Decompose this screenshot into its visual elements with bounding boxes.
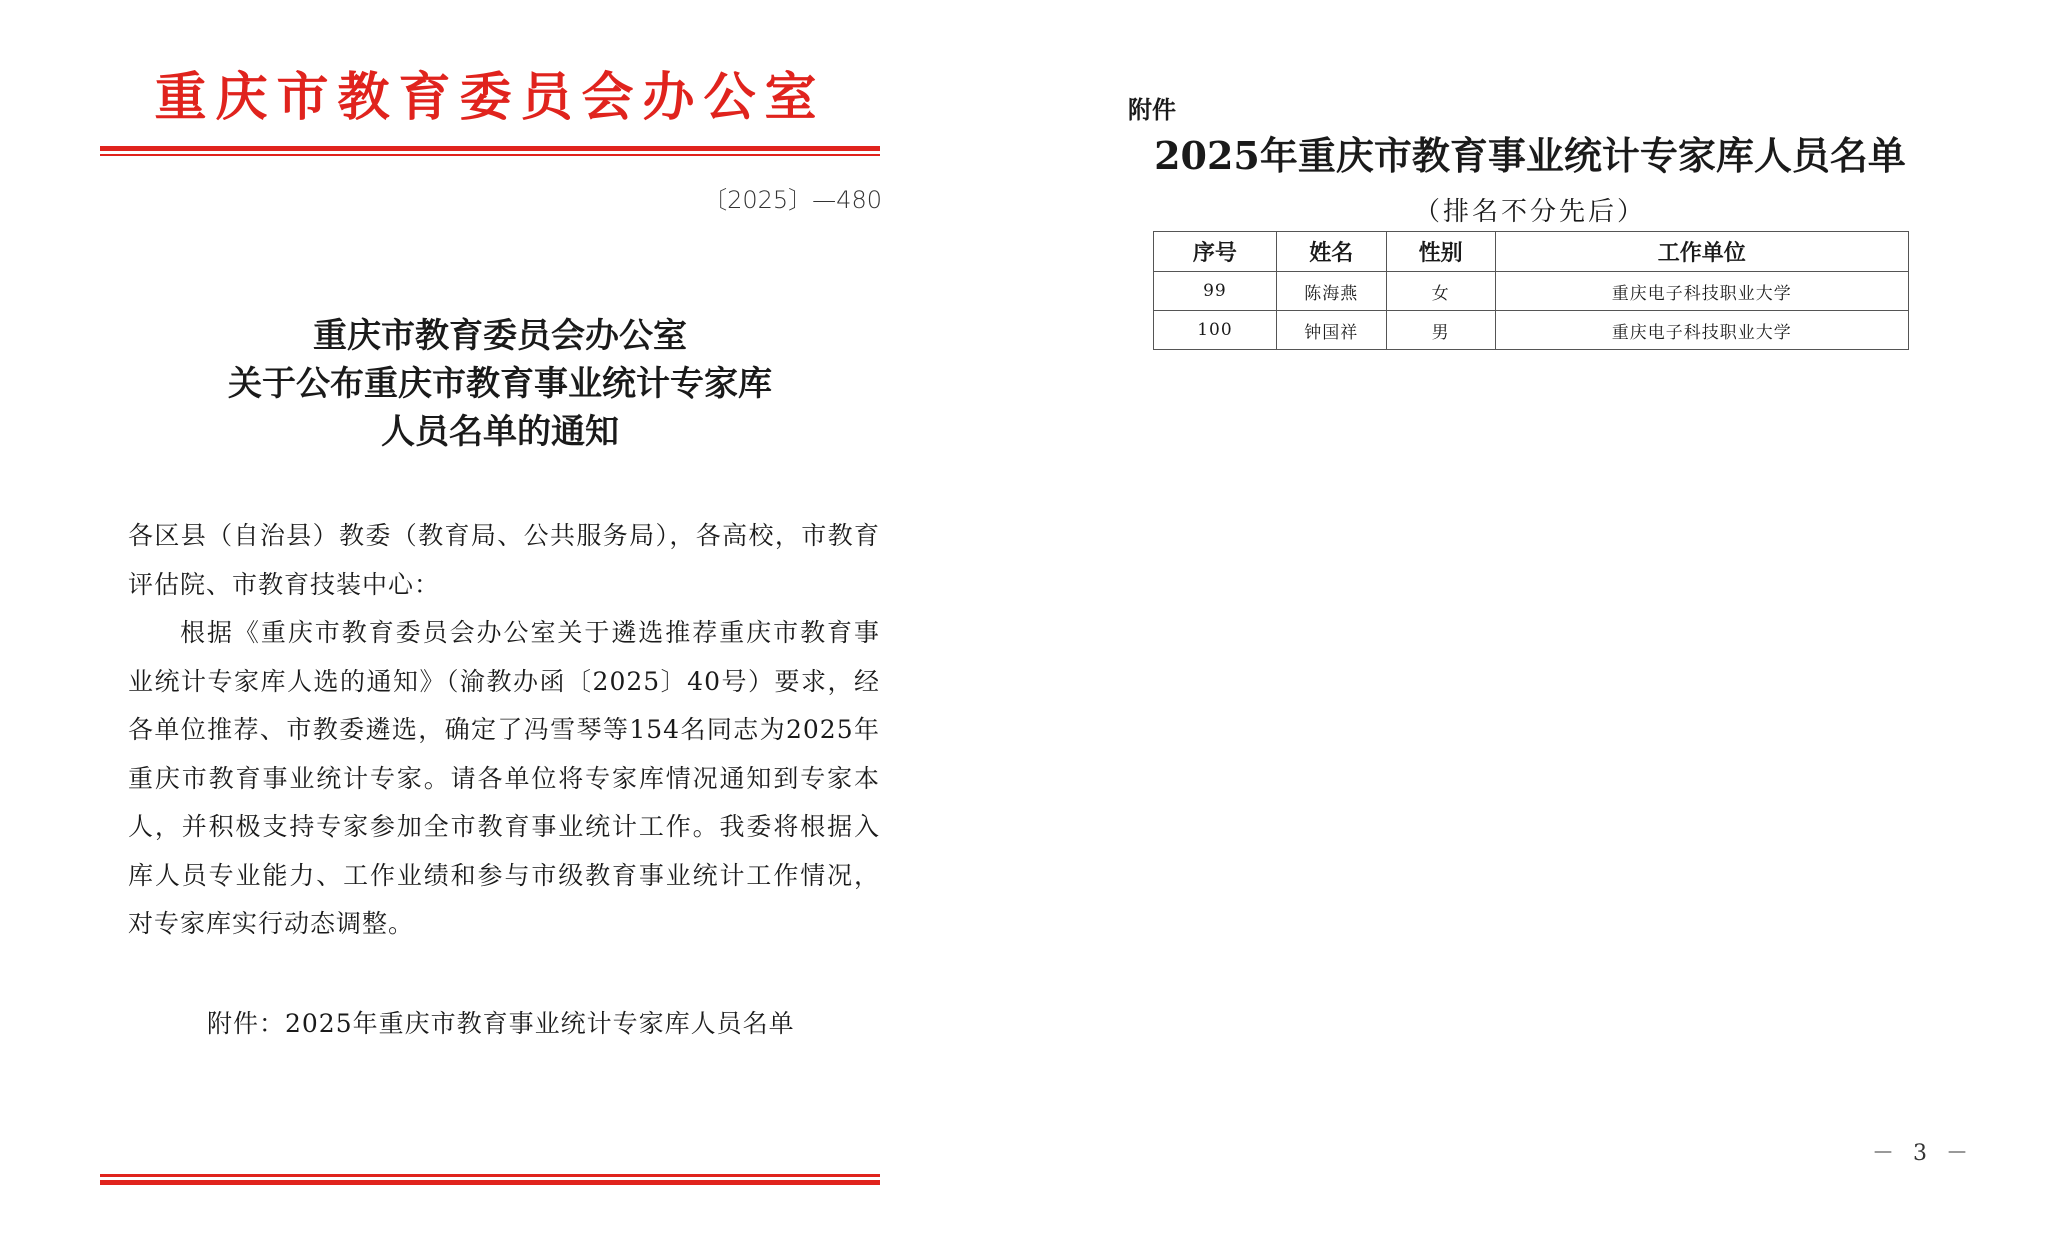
page-number: － 3 － xyxy=(1872,1141,1974,1166)
cell-gender: 男 xyxy=(1386,311,1495,350)
column-header-workplace: 工作单位 xyxy=(1495,232,1908,272)
notice-title-line: 重庆市教育委员会办公室 xyxy=(313,316,687,356)
table-row xyxy=(1154,311,1909,350)
cell-name: 陈海燕 xyxy=(1276,272,1386,311)
letterhead-red-line xyxy=(100,146,880,151)
table-row xyxy=(1154,272,1909,311)
appendix-title: 2025年重庆市教育事业统计专家库人员名单 xyxy=(1154,133,1906,178)
footer-red-line-thick xyxy=(100,1180,880,1185)
cell-number: 99 xyxy=(1154,272,1277,311)
column-header-name: 姓名 xyxy=(1276,232,1386,272)
notice-title-line: 人员名单的通知 xyxy=(381,412,619,452)
appendix-subtitle: （排名不分先后） xyxy=(1413,197,1646,227)
notice-paragraph: 根据《重庆市教育委员会办公室关于遴选推荐重庆市教育事业统计专家库人选的通知》（渝教办函〔2025〕40号）要求，经各单位推荐、市教委遴选，确定了冯雪琴等154名同志为2025年重庆市教育事业统计专家。请各单位将专家库情况通知到专家本人，并积极支持专家参加全市教育事业统计工作。我委将根据入库人员专业能力、工作业绩和参与市级教育事业统计工作情况，对专家库实行动态调整。 xyxy=(128,618,880,938)
notice-title-line: 关于公布重庆市教育事业统计专家库 xyxy=(228,364,772,404)
column-header-gender: 性别 xyxy=(1386,232,1495,272)
notice-body xyxy=(128,512,880,949)
notice-title xyxy=(100,312,900,456)
footer-red-line xyxy=(100,1174,880,1177)
expert-roster-table xyxy=(1153,231,1909,350)
cell-workplace: 重庆电子科技职业大学 xyxy=(1495,272,1908,311)
letterhead-red-line-thin xyxy=(100,154,880,156)
appendix-label: 附件 xyxy=(1128,96,1176,124)
salutation: 各区县（自治县）教委（教育局、公共服务局），各高校，市教育评估院、市教育技装中心： xyxy=(128,521,880,599)
cell-name: 钟国祥 xyxy=(1276,311,1386,350)
cell-gender: 女 xyxy=(1386,272,1495,311)
document-number: 〔2025〕—480 xyxy=(703,186,882,214)
letterhead-title: 重庆市教育委员会办公室 xyxy=(154,68,826,128)
table-header-row xyxy=(1154,232,1909,272)
cell-number: 100 xyxy=(1154,311,1277,350)
column-header-number: 序号 xyxy=(1154,232,1277,272)
attachment-note: 附件：2025年重庆市教育事业统计专家库人员名单 xyxy=(207,1009,795,1038)
cell-workplace: 重庆电子科技职业大学 xyxy=(1495,311,1908,350)
